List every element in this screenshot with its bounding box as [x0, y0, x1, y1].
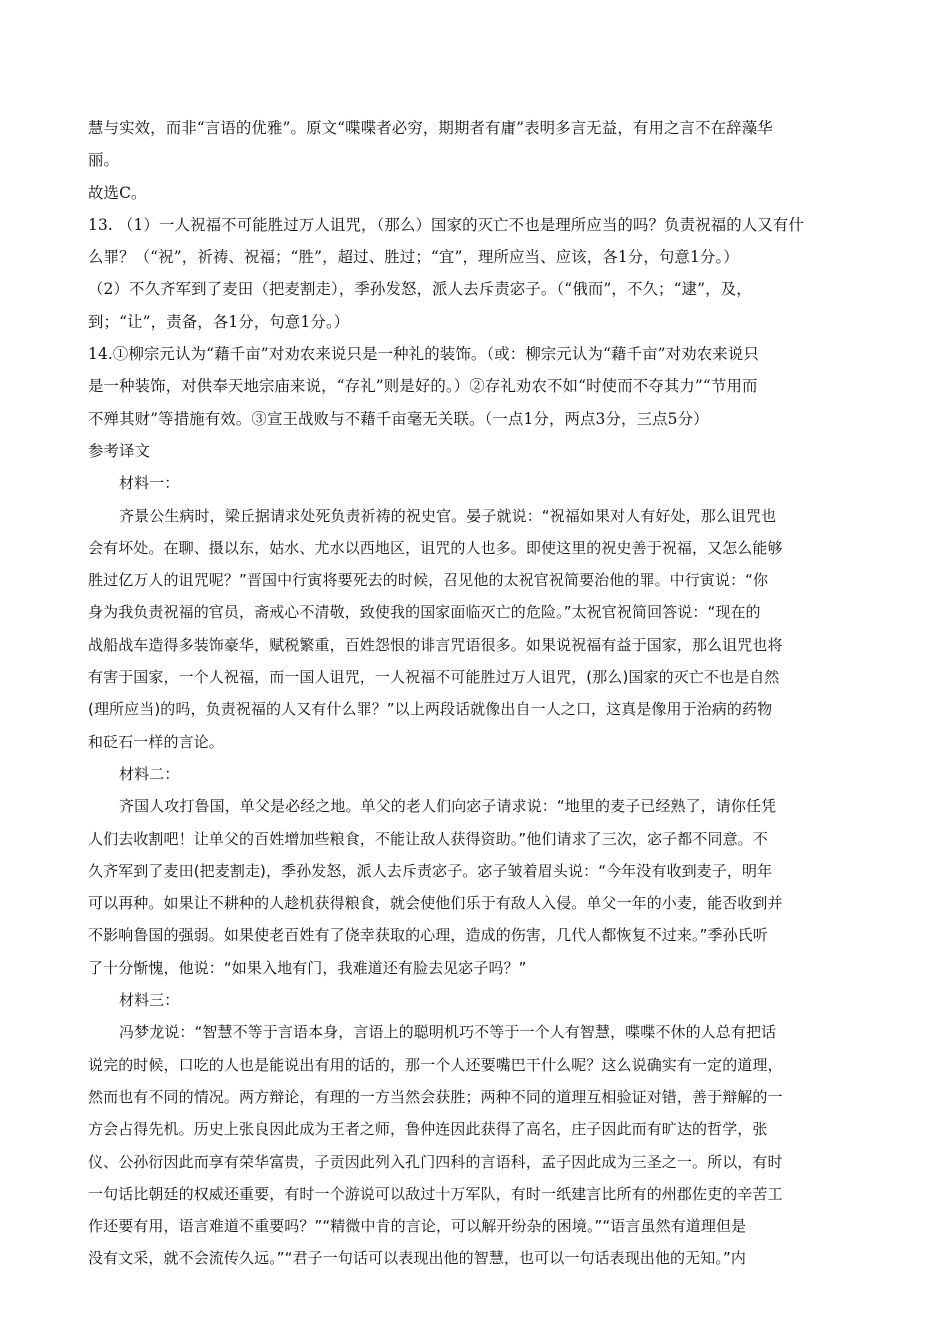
translation-line: 齐景公生病时，梁丘据请求处死负责祈祷的祝史官。晏子就说：“祝福如果对人有好处，那么诅咒也 — [119, 506, 777, 525]
translation-line: 仪、公孙衍因此而享有荣华富贵，子贡因此列入孔门四科的言语科，孟子因此成为三圣之一。所以，有时 — [88, 1152, 783, 1171]
answer-line: 到；“让”，责备，各1分，句意1分。） — [88, 312, 350, 331]
translation-line: 然而也有不同的情况。两方辩论，有理的一方当然会获胜；两种不同的道理互相验证对错，善于辩解的一 — [88, 1087, 783, 1106]
translation-line: 不影响鲁国的强弱。如果使老百姓有了侥幸获取的心理，造成的伤害，几代人都恢复不过来。”季孙氏听 — [88, 926, 768, 945]
translation-line: 说完的时候，口吃的人也是能说出有用的话的，那一个人还要嘴巴干什么呢？这么说确实有一定的道理， — [88, 1055, 783, 1074]
material-heading: 材料一： — [119, 474, 180, 493]
translation-line: (理所应当)的吗，负责祝福的人又有什么罪？”以上两段话就像出自一人之口，这真是像用于治病的药物 — [88, 700, 773, 719]
answer-line: 慧与实效，而非“言语的优雅”。原文“喋喋者必穷，期期者有庸”表明多言无益，有用之言不在辞藻华 — [88, 119, 773, 137]
translation-line: 战船战车造得多装饰豪华，赋税繁重，百姓怨恨的诽言咒语很多。如果说祝福有益于国家，那么诅咒也将 — [88, 635, 783, 654]
translation-line: 会有坏处。在聊、摄以东，姑水、尤水以西地区，诅咒的人也多。即使这里的祝史善于祝福，又怎么能够 — [88, 538, 783, 557]
translation-line: 了十分惭愧，他说：“如果入地有门，我难道还有脸去见宓子吗？” — [88, 958, 527, 977]
document-page — [88, 112, 863, 1275]
material-heading: 材料三： — [119, 991, 180, 1010]
translation-line: 人们去收割吧！让单父的百姓增加些粮食，不能让敌人获得资助。”他们请求了三次，宓子都不同意。不 — [88, 829, 768, 848]
answer-line: 丽。 — [88, 151, 120, 170]
translation-line: 冯梦龙说：“智慧不等于言语本身，言语上的聪明机巧不等于一个人有智慧，喋喋不休的人总有把话 — [119, 1023, 777, 1042]
answer-line: 13. （1）一人祝福不可能胜过万人诅咒，（那么）国家的灭亡不也是理所应当的吗？负责祝福的人又有什 — [88, 215, 804, 234]
translation-line: 方会占得先机。历史上张良因此成为王者之师，鲁仲连因此获得了高名，庄子因此而有旷达的哲学，张 — [88, 1120, 768, 1139]
answer-line: （2）不久齐军到了麦田（把麦割走），季孙发怒，派人去斥责宓子。（“俄而”，不久；“逮”，及， — [88, 280, 752, 299]
answer-section — [88, 112, 863, 467]
answer-line: 故选C。 — [88, 183, 147, 202]
translation-line: 没有文采，就不会流传久远。”“君子一句话可以表现出他的智慧，也可以一句话表现出他的无知。”内 — [88, 1249, 746, 1268]
answer-line: 么罪？（“祝”，祈祷、祝福；“胜”，超过、胜过；“宜”，理所应当、应该，各1分，句意1分。） — [88, 248, 739, 267]
material-heading: 材料二： — [119, 764, 180, 783]
answer-line: 是一种装饰，对供奉天地宗庙来说，“存礼”则是好的。）②存礼劝农不如“时使而不夺其力”“节用而 — [88, 377, 758, 396]
translation-line: 胜过亿万人的诅咒呢？”晋国中行寅将要死去的时候，召见他的太祝官祝简要治他的罪。中行寅说：“你 — [88, 571, 769, 590]
translation-line: 有害于国家，一个人祝福，而一国人诅咒，一人祝福不可能胜过万人诅咒，(那么)国家的灭亡不也是自然 — [88, 668, 780, 687]
translation-line: 一句话比朝廷的权威还重要，有时一个游说可以敌过十万军队，有时一纸建言比所有的州郡佐吏的辛苦工 — [88, 1184, 783, 1203]
answer-line: 14.①柳宗元认为“藉千亩”对劝农来说只是一种礼的装饰。（或：柳宗元认为“藉千亩”对劝农来说只 — [88, 345, 759, 364]
translation-line: 可以再种。如果让不耕种的人趁机获得粮食，就会使他们乐于有敌人入侵。单父一年的小麦，能否收到并 — [88, 894, 783, 913]
translation-section — [88, 467, 863, 1274]
answer-line: 不殚其财”等措施有效。③宣王战败与不藉千亩毫无关联。（一点1分，两点3分，三点5分） — [88, 409, 709, 428]
translation-line: 久齐军到了麦田(把麦割走)，季孙发怒，派人去斥责宓子。宓子皱着眉头说：“今年没有收到麦子，明年 — [88, 861, 773, 880]
translation-line: 作还要有用，语言难道不重要吗？”“精微中肯的言论，可以解开纷杂的困境。”“语言虽然有道理但是 — [88, 1217, 747, 1236]
translation-line: 身为我负责祝福的官员，斋戒心不清敬，致使我的国家面临灭亡的危险。”太祝官祝简回答说：“现在的 — [88, 603, 761, 622]
answer-line: 参考译文 — [88, 441, 151, 460]
translation-line: 和砭石一样的言论。 — [88, 732, 224, 751]
translation-line: 齐国人攻打鲁国，单父是必经之地。单父的老人们向宓子请求说：“地里的麦子已经熟了，请你任凭 — [119, 797, 777, 816]
